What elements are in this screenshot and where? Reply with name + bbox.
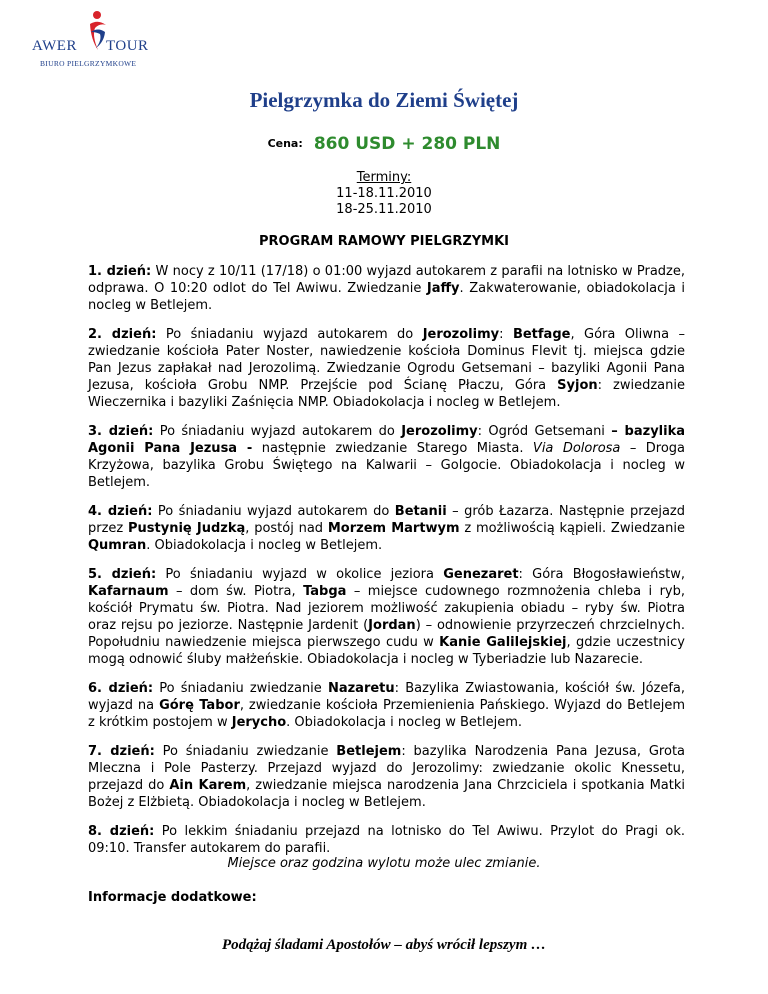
day-text: Via Dolorosa [532,441,621,456]
day-label: 8. dzień: [88,824,155,839]
day-text: : zwiedzanie Wieczernika i bazyliki Zaśnięcia NMP. Obiadokolacja i nocleg w Betlejem. [88,378,685,410]
day-text: . Obiadokolacja i nocleg w Betlejem. [146,538,383,553]
day-text: Kafarnaum [88,584,169,599]
day-text: Jerozolimy [422,327,500,342]
day-text: – dom św. Piotra, [168,584,304,599]
day-7-paragraph [88,743,685,811]
day-text: Po śniadaniu wyjazd autokarem do [153,424,402,439]
term-date: 18-25.11.2010 [336,202,432,217]
day-text: : bazylika Narodzenia Pana Jezusa, Grota Mleczna i Pole Pasterzy. Przejazd wyjazd do Jerozolimy: zwiedzanie okolic Knessetu, przejazd do [88,744,686,793]
day-text: z możliwością kąpieli. Zwiedzanie [459,521,685,536]
day-6-paragraph [88,680,685,731]
day-text: Qumran [88,538,147,553]
day-label: 1. dzień: [88,264,152,279]
logo-subtitle: BIURO PIELGRZYMKOWE [40,59,137,68]
day-text: W nocy z 10/11 (17/18) o 01:00 wyjazd autokarem z parafii na lotnisko w Pradze, odprawa. O 10:20 odlot do Tel Awiwu. Zwiedzanie [88,264,686,296]
day-text: . Obiadokolacja i nocleg w Betlejem. [286,715,523,730]
day-text: Jaffy [426,281,460,296]
day-text: . Zakwaterowanie, obiadokolacja i nocleg w Betlejem. [88,281,686,313]
program-heading: PROGRAM RAMOWY PIELGRZYMKI [258,234,510,249]
company-logo [24,10,164,70]
price-label: Cena: [267,137,303,150]
day-text: Po śniadaniu wyjazd autokarem do [156,327,423,342]
day-label: 6. dzień: [88,681,154,696]
day-text: Morzem Martwym [327,521,460,536]
day-text: Pustynię Judzką [128,521,246,536]
day-text: , zwiedzanie kościoła Przemienienia Pańskiego. Wyjazd do Betlejem z krótkim postojem w [88,698,685,730]
departure-note: Miejsce oraz godzina wylotu może ulec zmianie. [227,856,541,871]
day-text: następnie zwiedzanie Starego Miasta. [252,441,533,456]
day-text: Betfage [512,327,571,342]
day-text: Po śniadaniu wyjazd autokarem do [152,504,395,519]
day-text: – grób Łazarza. Następnie przejazd przez [88,504,686,536]
day-text: , Góra Oliwna – zwiedzanie kościoła Pater Noster, nawiedzenie kościoła Dominus Flevit tj. miejsca gdzie Pan Jezus zapłakał nad Jerozolimą. Zwiedzanie Ogrodu Getsemani – bazyliki Agonii Pana Jezusa, kościoła Grobu NMP. Przejście pod Ścianę Płaczu, Góra [88,327,686,393]
day-text: Górę Tabor [159,698,240,713]
day-text: : Ogród Getsemani [477,424,612,439]
terms-heading: Terminy: [356,170,412,185]
day-text: Tabga [303,584,347,599]
day-text: Genezaret [443,567,519,582]
day-text: Jerycho [231,715,287,730]
day-text: Nazaretu [327,681,395,696]
day-8-paragraph [88,823,685,857]
day-text: Betlejem [336,744,402,759]
day-5-paragraph [88,566,685,668]
price-value: 860 USD + 280 PLN [313,134,501,154]
day-text: : Góra Błogosławieństw, [518,567,686,582]
term-date: 11-18.11.2010 [336,186,432,201]
day-text: Po śniadaniu zwiedzanie [153,681,328,696]
price-line [0,134,768,154]
day-text: Po śniadaniu zwiedzanie [154,744,337,759]
day-label: 3. dzień: [88,424,154,439]
day-text: : [499,327,513,342]
day-label: 2. dzień: [88,327,157,342]
day-text: Jerozolimy [401,424,478,439]
day-text: Po lekkim śniadaniu przejazd na lotnisko do Tel Awiwu. Przylot do Pragi ok. 09:10. Transfer autokarem do parafii. [88,824,685,856]
day-label: 7. dzień: [88,744,155,759]
day-text: Ain Karem [169,778,247,793]
day-3-paragraph [88,423,685,491]
logo-word-awer: AWER [32,38,77,54]
day-text: Jordan [368,618,416,633]
footer-motto: Podążaj śladami Apostołów – abyś wrócił lepszym … [221,937,547,953]
day-text: Po śniadaniu wyjazd w okolice jeziora [156,567,444,582]
day-label: 5. dzień: [88,567,157,582]
day-text: – Droga Krzyżowa, bazylika Grobu Świętego na Kalwarii – Golgocie. Obiadokolacja i nocleg w Betlejem. [88,441,685,490]
day-text: Syjon [557,378,598,393]
additional-info-heading: Informacje dodatkowe: [88,890,257,905]
day-text: , gdzie uczestnicy mogą odnowić śluby małżeńskie. Obiadokolacja i nocleg w Tyberiadzie lub Nazarecie. [88,635,685,667]
terms-block [0,170,768,218]
day-2-paragraph [88,326,685,411]
program-days [88,263,685,869]
page-title: Pielgrzymka do Ziemi Świętej [249,88,519,112]
day-text: , postój nad [245,521,328,536]
day-text: ) – odnowienie przyrzeczeń chrzcielnych. Popołudniu nawiedzenie miejsca pierwszego cudu w [88,618,685,650]
day-text: Kanie Galilejskiej [439,635,567,650]
day-label: 4. dzień: [88,504,153,519]
day-text: , zwiedzanie miejsca narodzenia Jana Chrzciciela i spotkania Matki Bożej z Elżbietą. Obiadokolacja i nocleg w Betlejem. [88,778,685,810]
day-text: – miejsce cudownego rozmnożenia chleba i ryb, kościół Prymatu św. Piotra. Nad jeziorem możliwość zakupienia obiadu – ryby św. Piotra oraz rejsu po jeziorze. Następnie Jardenit ( [88,584,685,633]
day-4-paragraph [88,503,685,554]
day-text: Betanii [394,504,447,519]
day-text: : Bazylika Zwiastowania, kościół św. Józefa, wyjazd na [88,681,686,713]
day-text: – bazylika Agonii Pana Jezusa - [88,424,686,456]
logo-word-tour: TOUR [106,38,149,54]
day-1-paragraph [88,263,685,314]
